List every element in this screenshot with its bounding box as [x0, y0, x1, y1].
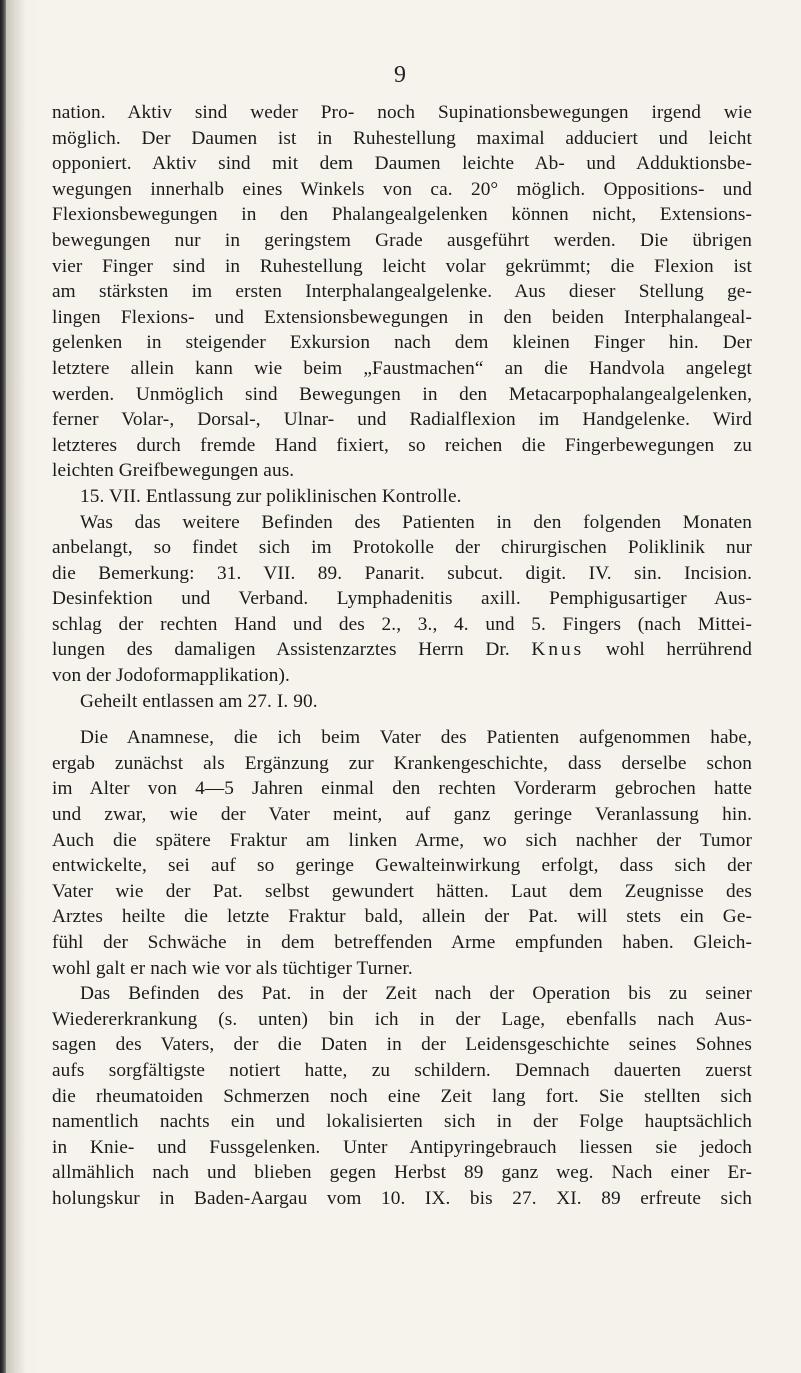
- text-line: die rheumatoiden Schmerzen noch eine Zeit lang fort. Sie stellten sich: [52, 1085, 752, 1107]
- text-line: im Alter von 4—5 Jahren einmal den rechten Vorderarm gebrochen hatte: [52, 778, 752, 800]
- paragraph-hand-mobility: [52, 100, 752, 484]
- page-number: 9: [394, 62, 406, 88]
- text-line: entwickelte, sei auf so geringe Gewalteinwirkung erfolgt, dass sich der: [52, 855, 752, 877]
- text-line: wegungen innerhalb eines Winkels von ca. 20° möglich. Oppositions- und: [52, 178, 752, 200]
- text-line: gelenken in steigender Exkursion nach dem kleinen Finger hin. Der: [52, 332, 752, 354]
- text-line: Arztes heilte die letzte Fraktur bald, allein der Pat. will stets ein Ge-: [52, 906, 752, 928]
- text-line: allmählich nach und blieben gegen Herbst 89 ganz weg. Nach einer Er-: [52, 1162, 752, 1184]
- text-line-with-name: [52, 637, 752, 663]
- text-line: namentlich nachts ein und lokalisierten sich in der Folge hauptsächlich: [52, 1111, 752, 1133]
- paragraph-postoperative: [52, 981, 752, 1211]
- text-line: ergab zunächst als Ergänzung zur Krankengeschichte, dass derselbe schon: [52, 752, 752, 774]
- text-line: aufs sorgfältigste notiert hatte, zu schildern. Demnach dauerten zuerst: [52, 1059, 752, 1081]
- binding-shadow: [6, 0, 26, 1373]
- text-line: Die Anamnese, die ich beim Vater des Patienten aufgenommen habe,: [80, 727, 752, 749]
- text-line: und zwar, wie der Vater meint, auf ganz geringe Veranlassung hin.: [52, 804, 752, 826]
- text-fragment: wohl herrührend: [605, 639, 753, 661]
- text-line: Vater wie der Pat. selbst gewundert hätten. Laut dem Zeugnisse des: [52, 880, 752, 902]
- discharge-note: Geheilt entlassen am 27. I. 90.: [80, 690, 318, 712]
- text-line: nation. Aktiv sind weder Pro- noch Supinationsbewegungen irgend wie: [52, 102, 752, 123]
- text-line: sagen des Vaters, der die Daten in der Leidensgeschichte seines Sohnes: [52, 1034, 752, 1056]
- text-line: möglich. Der Daumen ist in Ruhestellung maximal adduciert und leicht: [52, 127, 752, 149]
- text-line: Was das weitere Befinden des Patienten in den folgenden Monaten: [80, 511, 752, 533]
- text-line: die Bemerkung: 31. VII. 89. Panarit. subcut. digit. IV. sin. Incision.: [52, 562, 752, 584]
- text-line: lingen Flexions- und Extensionsbewegungen in den beiden Interphalangeal-: [52, 306, 752, 328]
- text-line: von der Jodoformapplikation).: [52, 665, 290, 687]
- paragraph-gap: [52, 714, 752, 725]
- paragraph-discharge: [52, 484, 752, 714]
- text-line: schlag der rechten Hand und des 2., 3., 4. und 5. Fingers (nach Mittei-: [52, 613, 752, 635]
- text-line: werden. Unmöglich sind Bewegungen in den Metacarpophalangealgelenken,: [52, 383, 752, 405]
- paragraph-anamnesis: [52, 725, 752, 981]
- text-line: Auch die spätere Fraktur am linken Arme, wo sich nachher der Tumor: [52, 829, 752, 851]
- text-line: fühl der Schwäche in dem betreffenden Arme empfunden haben. Gleich-: [52, 932, 752, 953]
- text-line: anbelangt, so findet sich im Protokolle der chirurgischen Poliklinik nur: [52, 537, 752, 559]
- text-line: opponiert. Aktiv sind mit dem Daumen leichte Ab- und Adduktionsbe-: [52, 153, 752, 175]
- text-line: leichten Greifbewegungen aus.: [52, 460, 295, 482]
- text-line: letzteres durch fremde Hand fixiert, so reichen die Fingerbewegungen zu: [52, 434, 752, 456]
- text-line: ferner Volar-, Dorsal-, Ulnar- und Radialflexion im Handgelenke. Wird: [52, 409, 752, 431]
- text-line: vier Finger sind in Ruhestellung leicht volar gekrümmt; die Flexion ist: [52, 255, 752, 277]
- text-line: Wiedererkrankung (s. unten) bin ich in der Lage, ebenfalls nach Aus-: [52, 1008, 752, 1030]
- text-line: in Knie- und Fussgelenken. Unter Antipyringebrauch liessen sie jedoch: [52, 1136, 752, 1158]
- text-line: Desinfektion und Verband. Lymphadenitis axill. Pemphigusartiger Aus-: [52, 588, 752, 610]
- body-text: [52, 100, 752, 1212]
- section-heading: 15. VII. Entlassung zur poliklinischen Kontrolle.: [80, 485, 462, 507]
- text-line: bewegungen nur in geringstem Grade ausgeführt werden. Die übrigen: [52, 229, 752, 251]
- text-line: wohl galt er nach wie vor als tüchtiger Turner.: [52, 957, 413, 979]
- text-line: Flexionsbewegungen in den Phalangealgelenken können nicht, Extensions-: [52, 204, 752, 226]
- doctor-name: Knus: [531, 639, 585, 661]
- text-line: am stärksten im ersten Interphalangealgelenke. Aus dieser Stellung ge-: [52, 281, 752, 303]
- text-fragment: lungen des damaligen Assistenzarztes Herrn Dr.: [52, 639, 510, 661]
- text-line: holungskur in Baden-Aargau vom 10. IX. bis 27. XI. 89 erfreute sich: [52, 1187, 752, 1209]
- text-line: letztere allein kann wie beim „Faustmachen“ an die Handvola angelegt: [52, 357, 752, 379]
- text-line: Das Befinden des Pat. in der Zeit nach der Operation bis zu seiner: [80, 983, 752, 1005]
